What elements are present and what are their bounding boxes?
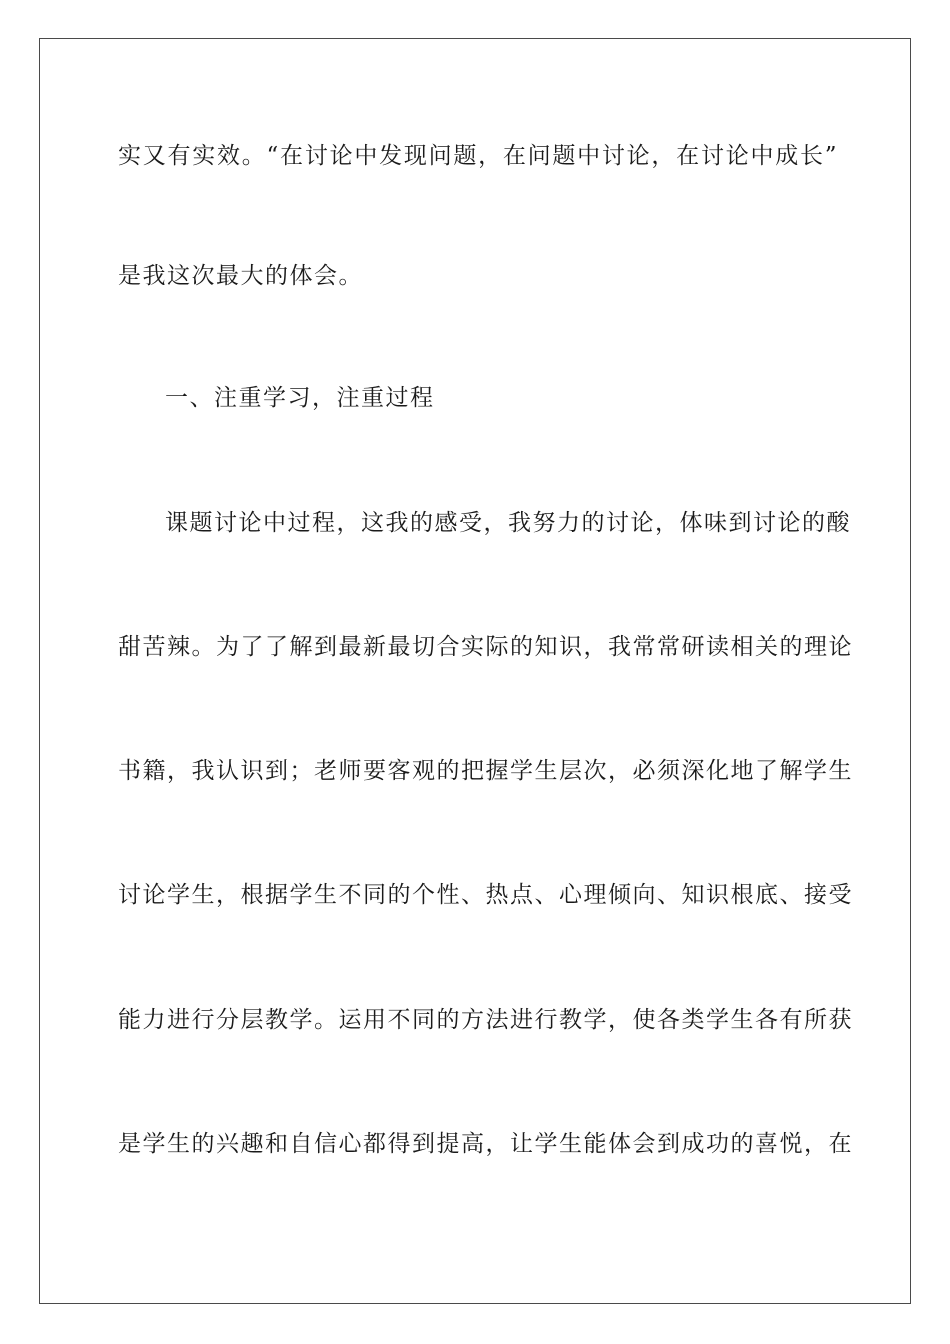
paragraph-line: 讨论学生，根据学生不同的个性、热点、心理倾向、知识根底、接受	[118, 882, 853, 908]
paragraph-line: 甜苦辣。为了了解到最新最切合实际的知识，我常常研读相关的理论	[118, 634, 853, 660]
section-heading: 一、注重学习，注重过程	[165, 385, 435, 411]
paragraph-line: 是我这次最大的体会。	[118, 263, 363, 289]
page-border	[39, 38, 911, 1304]
paragraph-line: 书籍，我认识到；老师要客观的把握学生层次，必须深化地了解学生	[118, 758, 853, 784]
paragraph-line: 实又有实效。“在讨论中发现问题，在问题中讨论，在讨论中成长”	[118, 143, 838, 169]
paragraph-line: 课题讨论中过程，这我的感受，我努力的讨论，体味到讨论的酸	[165, 510, 851, 536]
paragraph-line: 是学生的兴趣和自信心都得到提高，让学生能体会到成功的喜悦，在	[118, 1131, 853, 1157]
paragraph-line: 能力进行分层教学。运用不同的方法进行教学，使各类学生各有所获	[118, 1007, 853, 1033]
